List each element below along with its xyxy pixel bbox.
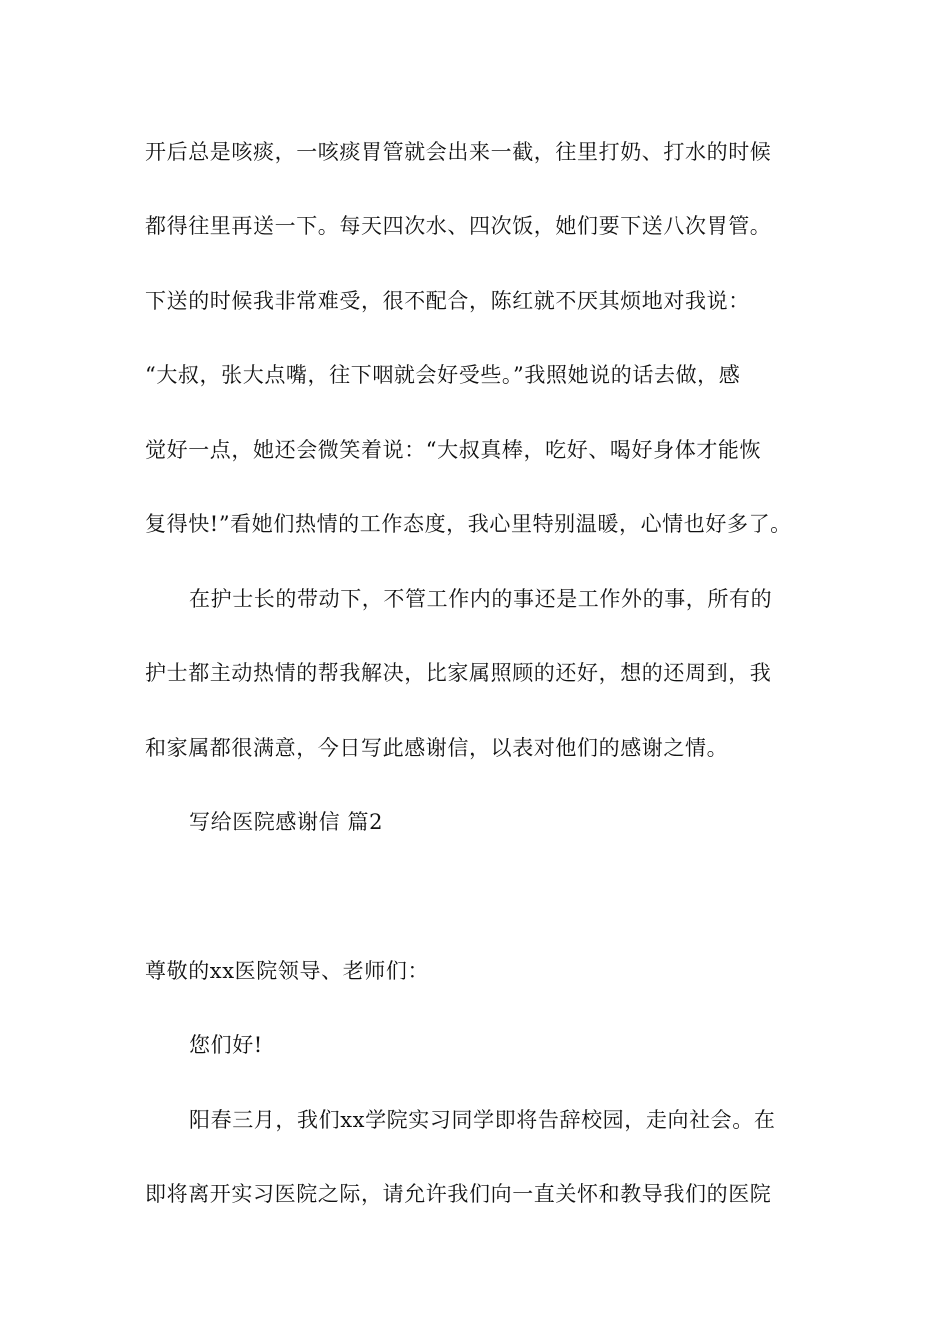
- paragraph-line: 都得往里再送一下。每天四次水、四次饭，她们要下送八次胃管。: [145, 214, 772, 238]
- paragraph-line: 即将离开实习医院之际，请允许我们向一直关怀和教导我们的医院: [145, 1182, 772, 1206]
- paragraph-line: “大叔，张大点嘴，往下咽就会好受些。”我照她说的话去做，感: [145, 363, 741, 387]
- paragraph-line: 觉好一点，她还会微笑着说：“大叔真棒，吃好、喝好身体才能恢: [145, 438, 762, 462]
- greeting: 您们好!: [189, 1033, 263, 1057]
- paragraph-line: 阳春三月，我们xx学院实习同学即将告辞校园，走向社会。在: [189, 1108, 776, 1132]
- paragraph-line: 下送的时候我非常难受，很不配合，陈红就不厌其烦地对我说：: [145, 289, 750, 313]
- paragraph-line: 复得快!”看她们热情的工作态度，我心里特别温暖，心情也好多了。: [145, 512, 792, 536]
- paragraph-line: 护士都主动热情的帮我解决，比家属照顾的还好，想的还周到，我: [145, 661, 772, 685]
- section-heading: 写给医院感谢信 篇2: [189, 810, 384, 834]
- paragraph-line: 和家属都很满意，今日写此感谢信，以表对他们的感谢之情。: [145, 736, 729, 760]
- salutation: 尊敬的xx医院领导、老师们：: [145, 959, 430, 983]
- paragraph-line: 开后总是咳痰，一咳痰胃管就会出来一截，往里打奶、打水的时候: [145, 140, 772, 164]
- paragraph-line: 在护士长的带动下，不管工作内的事还是工作外的事，所有的: [189, 587, 773, 611]
